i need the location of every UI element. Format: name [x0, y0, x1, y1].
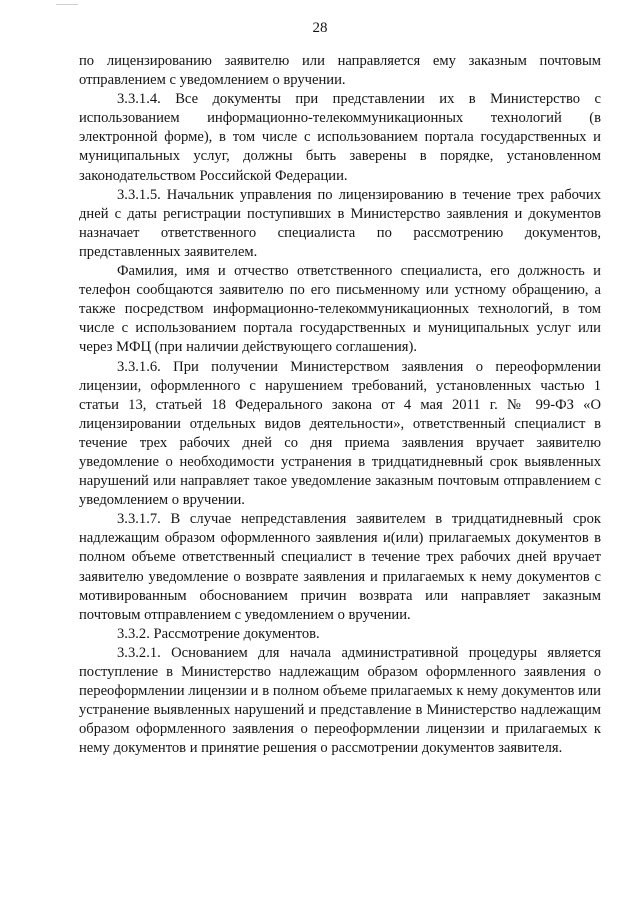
- paragraph-3-3-2-1: 3.3.2.1. Основанием для начала административной процедуры является поступление в Министерство надлежащим образом оформленного заявления о переоформлении лицензии и в полном объеме прилагаемых к нему документов или устранение выявленных нарушений и представление в Министерство надлежащим образом оформленного заявления о переоформлении лицензии и прилагаемых к нему документов и принятие решения о рассмотрении документов заявителя.: [79, 644, 601, 757]
- page-number: 28: [312, 20, 328, 36]
- paragraph-specialist-contact: Фамилия, имя и отчество ответственного специалиста, его должность и телефон сообщаются заявителю по его письменному или устному обращению, а также посредством информационно-телекоммуникационных технологий, в том числе с использованием портала государственных и муниципальных услуг или через МФЦ (при наличии действующего соглашения).: [79, 263, 601, 356]
- scan-artifact-line: [56, 4, 78, 5]
- document-body: [79, 52, 601, 758]
- paragraph-3-3-1-7: 3.3.1.7. В случае непредставления заявителем в тридцатидневный срок надлежащим образом оформленного заявления и(или) прилагаемых документов в полном объеме ответственный специалист в течение трех рабочих дней вручает заявителю уведомление о возврате заявления и прилагаемых к нему документов с мотивированным обоснованием причин возврата или направляет заказным почтовым отправлением с уведомлением о вручении.: [79, 511, 601, 623]
- paragraph-continuation: по лицензированию заявителю или направляется ему заказным почтовым отправлением с уведомлением о вручении.: [79, 53, 601, 89]
- paragraph-3-3-1-6: 3.3.1.6. При получении Министерством заявления о переоформлении лицензии, оформленного с нарушением требований, установленных частью 1 статьи 13, статьей 18 Федерального закона от 4 мая 2011 г. № 99-ФЗ «О лицензировании отдельных видов деятельности», ответственный специалист в течение трех рабочих дней со дня приема заявления вручает заявителю уведомление о необходимости устранения в тридцатидневный срок выявленных нарушений или направляет такое уведомление заказным почтовым отправлением с уведомлением о вручении.: [79, 358, 601, 509]
- paragraph-3-3-1-5: 3.3.1.5. Начальник управления по лицензированию в течение трех рабочих дней с даты регистрации поступивших в Министерство заявления и документов назначает ответственного специалиста по рассмотрению документов, представленных заявителем.: [79, 186, 601, 260]
- paragraph-3-3-2-heading: 3.3.2. Рассмотрение документов.: [117, 625, 320, 642]
- paragraph-3-3-1-4: 3.3.1.4. Все документы при представлении их в Министерство с использованием информационно-телекоммуникационных технологий (в электронной форме), в том числе с использованием портала государственных и муниципальных услуг, должны быть заверены в порядке, установленном законодательством Российской Федерации.: [79, 91, 601, 184]
